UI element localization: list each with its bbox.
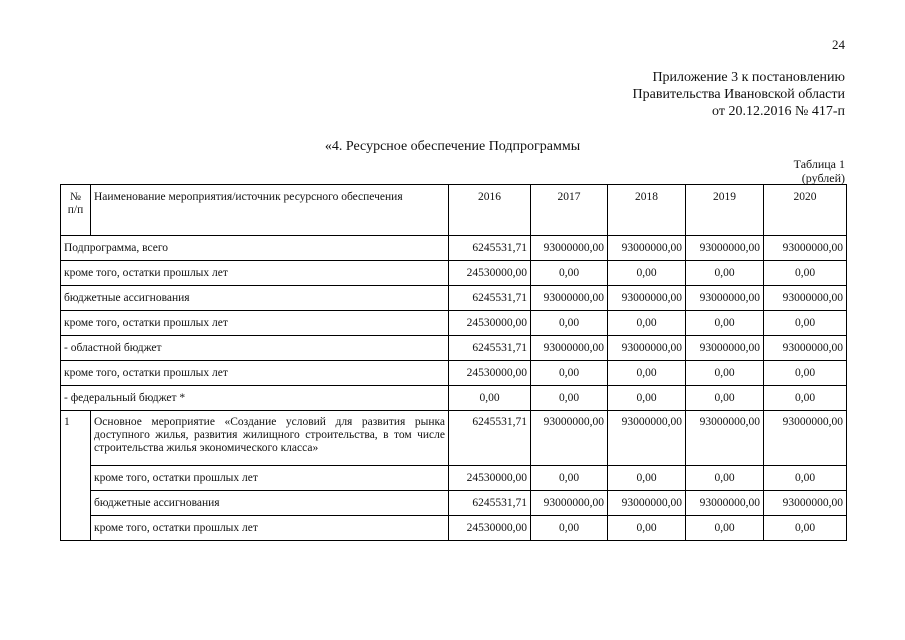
table-row [61, 466, 847, 491]
activity-row [61, 411, 847, 466]
activity-name: Основное мероприятие «Создание условий для развития рынка доступного жилья, развития жилищного строительства, в том числе строительства жилья экономического класса» [91, 411, 449, 466]
table-units: (рублей) [801, 171, 845, 185]
cell-2019: 93000000,00 [686, 491, 764, 516]
section-title: «4. Ресурсное обеспечение Подпрограммы [324, 139, 581, 154]
header-year-2017: 2017 [531, 185, 608, 236]
cell-2017: 0,00 [531, 466, 608, 491]
activity-index: 1 [61, 411, 91, 541]
cell-2016: 6245531,71 [449, 236, 531, 261]
cell-2018: 93000000,00 [608, 336, 686, 361]
cell-2016: 0,00 [449, 386, 531, 411]
cell-2018: 0,00 [608, 466, 686, 491]
cell-2019: 0,00 [686, 516, 764, 541]
cell-2019: 93000000,00 [686, 336, 764, 361]
appendix-line-2: Правительства Ивановской области [632, 87, 845, 102]
cell-2019: 93000000,00 [686, 411, 764, 466]
cell-2020: 93000000,00 [764, 491, 847, 516]
page-number: 24 [832, 37, 845, 52]
row-name: кроме того, остатки прошлых лет [61, 361, 449, 386]
table-row [61, 311, 847, 336]
cell-2019: 0,00 [686, 261, 764, 286]
cell-2016: 24530000,00 [449, 466, 531, 491]
cell-2020: 93000000,00 [764, 336, 847, 361]
cell-2018: 0,00 [608, 386, 686, 411]
cell-2016: 24530000,00 [449, 361, 531, 386]
cell-2017: 0,00 [531, 311, 608, 336]
cell-2016: 6245531,71 [449, 286, 531, 311]
table-row [61, 236, 847, 261]
cell-2016: 6245531,71 [449, 491, 531, 516]
cell-2019: 93000000,00 [686, 236, 764, 261]
cell-2020: 0,00 [764, 261, 847, 286]
cell-2018: 0,00 [608, 361, 686, 386]
table-row [61, 516, 847, 541]
cell-2016: 6245531,71 [449, 411, 531, 466]
cell-2017: 93000000,00 [531, 411, 608, 466]
cell-2018: 93000000,00 [608, 286, 686, 311]
cell-2019: 93000000,00 [686, 286, 764, 311]
header-year-2019: 2019 [686, 185, 764, 236]
row-name: кроме того, остатки прошлых лет [91, 466, 449, 491]
cell-2020: 0,00 [764, 466, 847, 491]
cell-2018: 0,00 [608, 516, 686, 541]
row-name: - областной бюджет [61, 336, 449, 361]
cell-2016: 24530000,00 [449, 261, 531, 286]
cell-2017: 93000000,00 [531, 286, 608, 311]
row-name: Подпрограмма, всего [61, 236, 449, 261]
cell-2017: 93000000,00 [531, 236, 608, 261]
appendix-line-1: Приложение 3 к постановлению [652, 70, 845, 85]
cell-2020: 0,00 [764, 361, 847, 386]
cell-2020: 93000000,00 [764, 411, 847, 466]
table-row [61, 361, 847, 386]
cell-2017: 0,00 [531, 386, 608, 411]
table-row [61, 491, 847, 516]
table-row [61, 386, 847, 411]
cell-2018: 0,00 [608, 261, 686, 286]
cell-2017: 93000000,00 [531, 491, 608, 516]
cell-2020: 93000000,00 [764, 286, 847, 311]
cell-2018: 93000000,00 [608, 236, 686, 261]
header-name: Наименование мероприятия/источник ресурсного обеспечения [91, 185, 449, 236]
cell-2020: 0,00 [764, 516, 847, 541]
cell-2019: 0,00 [686, 466, 764, 491]
cell-2018: 0,00 [608, 311, 686, 336]
cell-2017: 0,00 [531, 261, 608, 286]
row-name: бюджетные ассигнования [61, 286, 449, 311]
table-row [61, 286, 847, 311]
appendix-header [633, 69, 845, 120]
cell-2019: 0,00 [686, 386, 764, 411]
resource-table [60, 184, 847, 541]
row-name: кроме того, остатки прошлых лет [61, 311, 449, 336]
row-name: бюджетные ассигнования [91, 491, 449, 516]
cell-2016: 24530000,00 [449, 311, 531, 336]
cell-2020: 0,00 [764, 311, 847, 336]
table-label: Таблица 1 [793, 157, 845, 171]
cell-2016: 6245531,71 [449, 336, 531, 361]
row-name: кроме того, остатки прошлых лет [91, 516, 449, 541]
table-row [61, 261, 847, 286]
header-year-2018: 2018 [608, 185, 686, 236]
cell-2020: 93000000,00 [764, 236, 847, 261]
table-header-row [61, 185, 847, 236]
cell-2016: 24530000,00 [449, 516, 531, 541]
table-row [61, 336, 847, 361]
cell-2020: 0,00 [764, 386, 847, 411]
row-name: - федеральный бюджет * [61, 386, 449, 411]
header-year-2020: 2020 [764, 185, 847, 236]
cell-2019: 0,00 [686, 361, 764, 386]
cell-2017: 0,00 [531, 516, 608, 541]
header-num: № п/п [61, 185, 91, 236]
cell-2017: 0,00 [531, 361, 608, 386]
cell-2018: 93000000,00 [608, 491, 686, 516]
table-caption [794, 157, 845, 185]
cell-2018: 93000000,00 [608, 411, 686, 466]
header-year-2016: 2016 [449, 185, 531, 236]
appendix-line-3: от 20.12.2016 № 417-п [712, 104, 845, 119]
cell-2019: 0,00 [686, 311, 764, 336]
row-name: кроме того, остатки прошлых лет [61, 261, 449, 286]
cell-2017: 93000000,00 [531, 336, 608, 361]
